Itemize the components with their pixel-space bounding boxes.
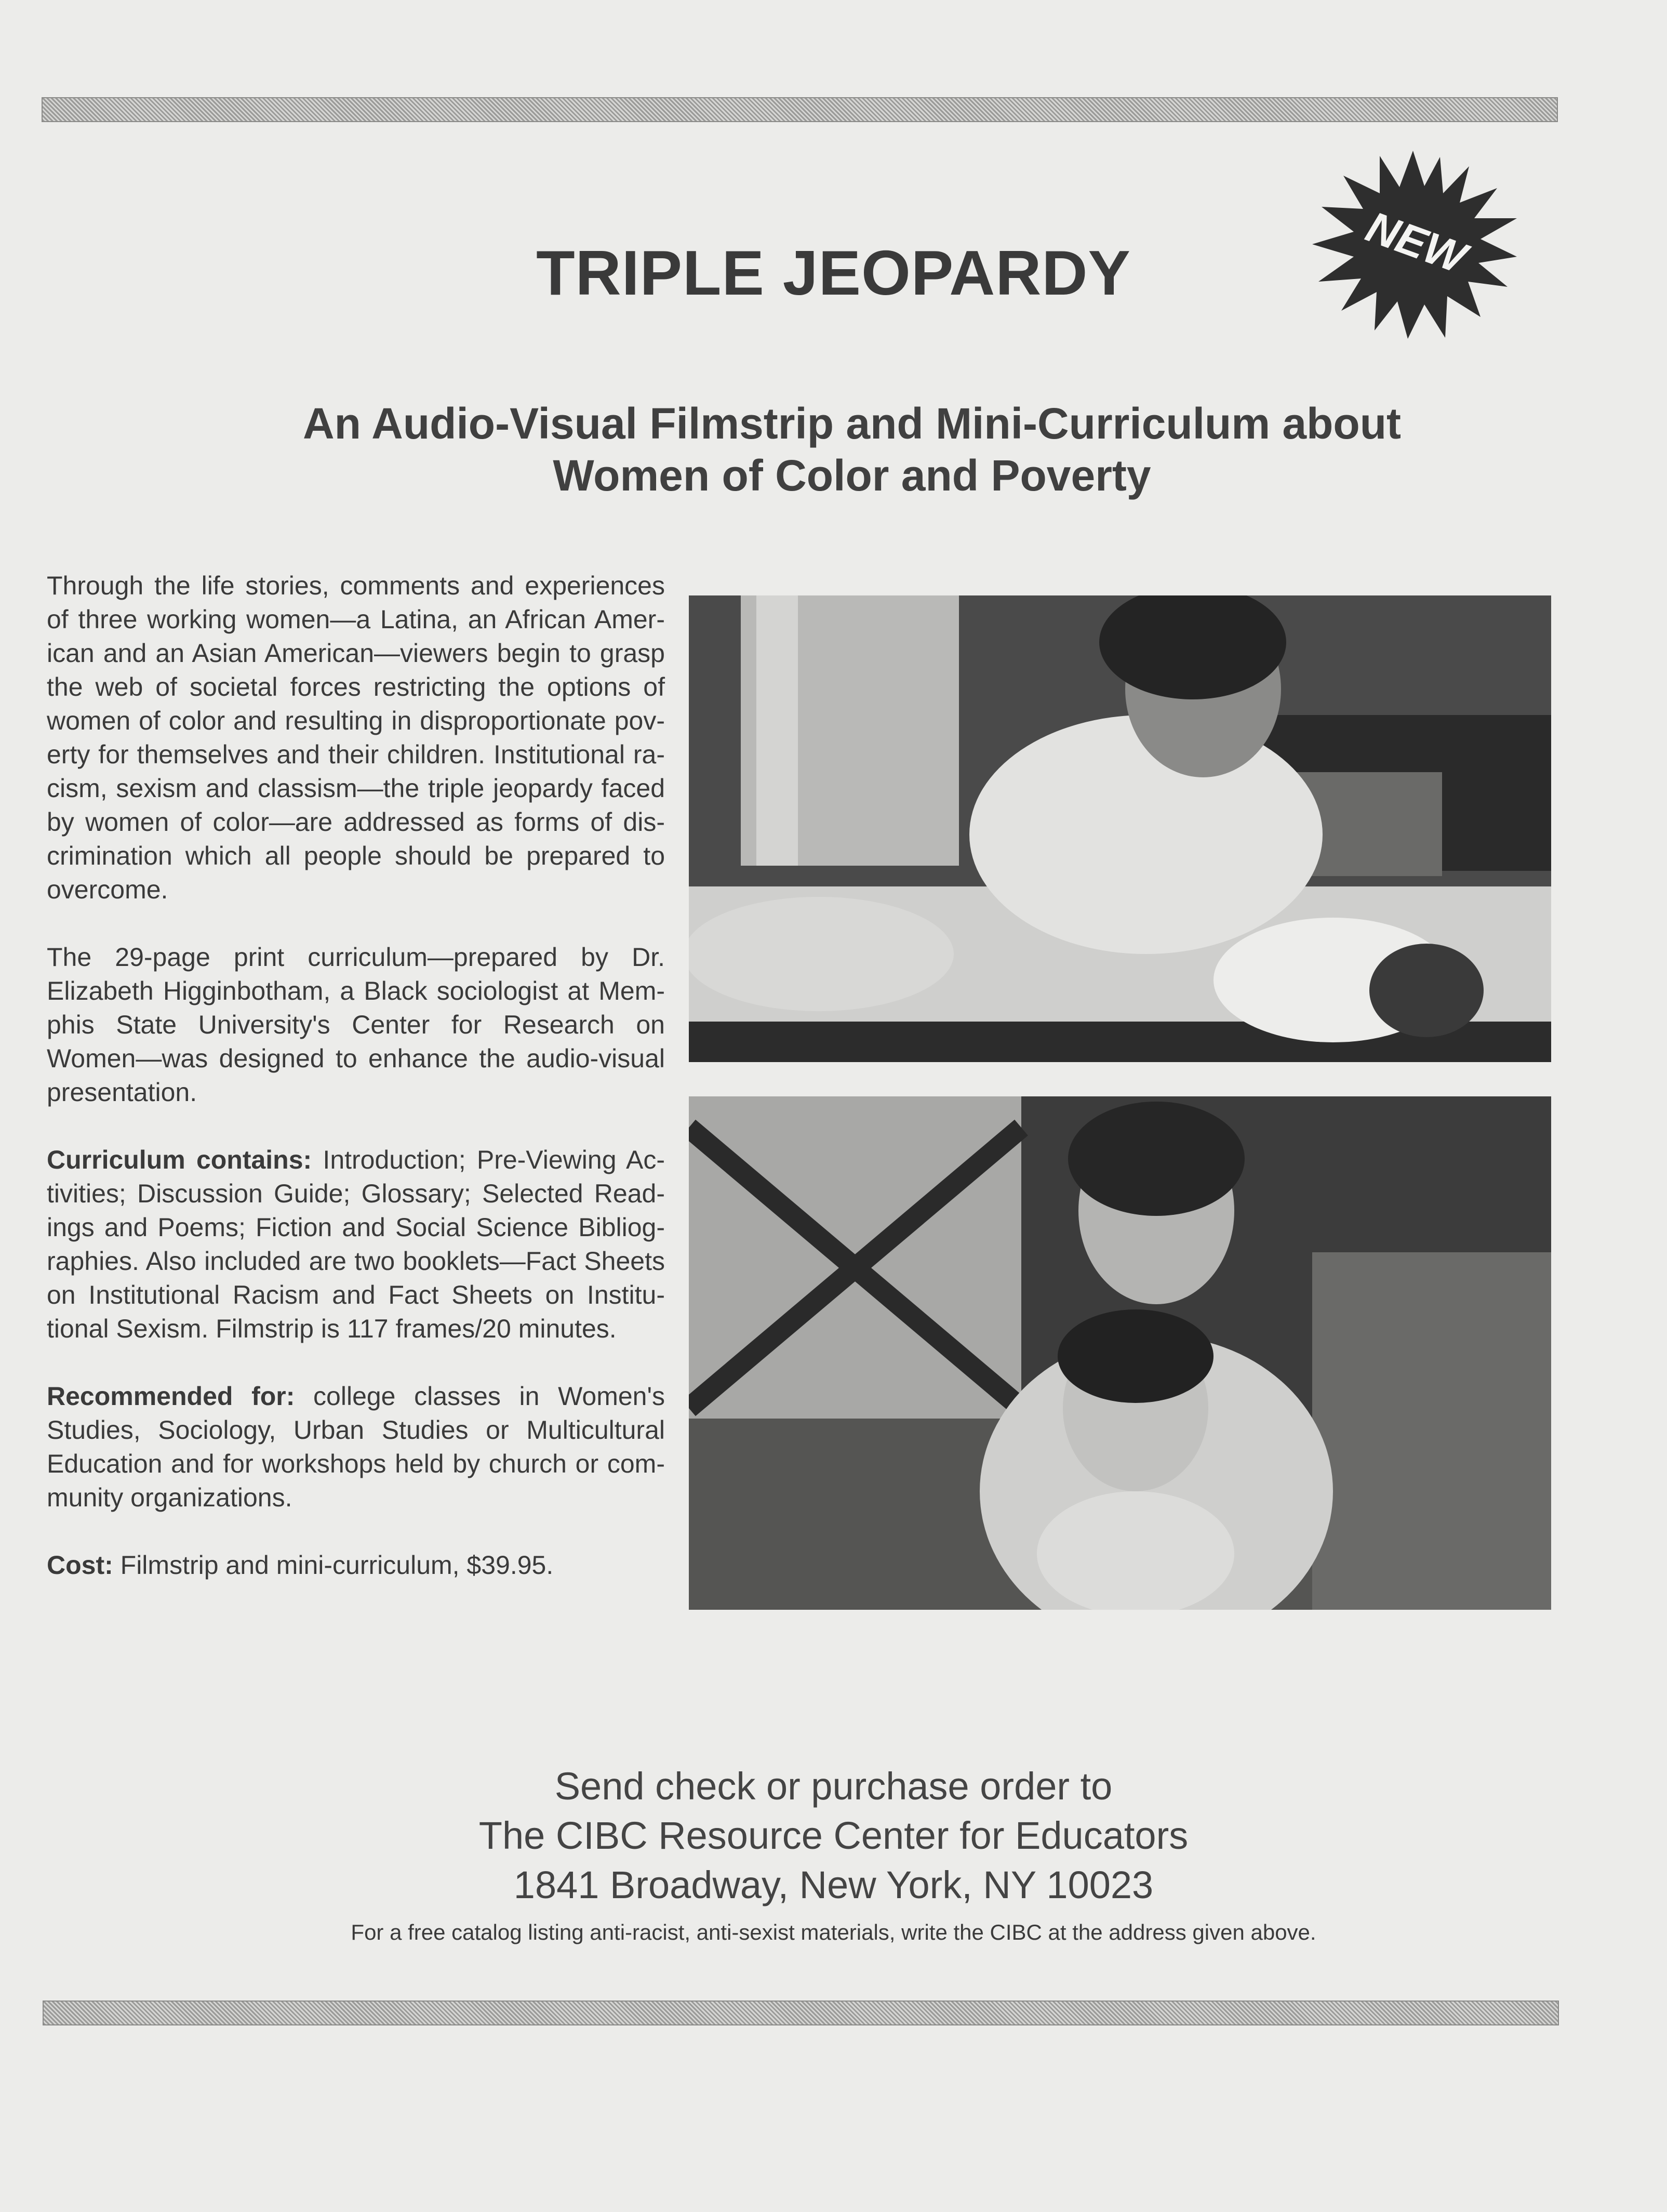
photo-mother-and-baby <box>689 595 1551 1062</box>
recommended-label: Recommended for: <box>47 1382 295 1411</box>
catalog-note: For a free catalog listing anti-racist, anti-sexist materials, write the CIBC at the address given above. <box>351 1920 1316 1944</box>
fence-right <box>1312 1252 1551 1610</box>
woman-legs <box>689 897 954 1011</box>
organization-name: The CIBC Resource Center for Educators <box>478 1814 1189 1857</box>
cost-label: Cost: <box>47 1551 113 1580</box>
woman-hair <box>1068 1102 1245 1216</box>
intro-paragraph: Through the life stories, comments and experiences of three working women—a Latina, an African American and an Asian American—viewers begin to grasp the web of societal forces restricting the options of women of color and resulting in disproportionate poverty for themselves and their children. Institutional racism, sexism and classism—the triple jeopardy faced by women of color—are addressed as forms of discrimination which all people should be prepared to overcome. <box>47 571 665 904</box>
order-instructions: Send check or purchase order to <box>554 1765 1113 1808</box>
photo-woman-and-child <box>689 1096 1551 1610</box>
woman-body <box>969 715 1323 954</box>
contents-text: Introduction; Pre-Viewing Activities; Discussion Guide; Glossary; Selected Readings and Poems; Fiction and Social Science Bibliographies. Also included are two booklets—Fact Sheets on Institutional Racism and Fact Sheets on Institutional Sexism. Filmstrip is 117 frames/20 minutes. <box>47 1145 665 1343</box>
contents-paragraph <box>47 1143 665 1346</box>
baby-head <box>1369 944 1484 1037</box>
door-panel <box>756 595 798 866</box>
cost-paragraph <box>47 1548 665 1582</box>
page-title: TRIPLE JEOPARDY <box>536 237 1131 308</box>
top-decorative-rule <box>42 97 1558 122</box>
curriculum-paragraph: The 29-page print curriculum—prepared by Dr. Elizabeth Higginbotham, a Black sociologist at Memphis State University's Center for Research on Women—was designed to enhance the audio-visual presentation. <box>47 943 665 1107</box>
recommended-text: college classes in Women's Studies, Sociology, Urban Studies or Multicultural Education and for workshops held by church or community organizations. <box>47 1382 665 1512</box>
cost-text: Filmstrip and mini-curriculum, $39.95. <box>113 1551 554 1580</box>
bottom-decorative-rule <box>43 2001 1559 2025</box>
subtitle-line-2: Women of Color and Poverty <box>553 451 1151 500</box>
contents-label: Curriculum contains: <box>47 1145 312 1174</box>
subtitle-line-1: An Audio-Visual Filmstrip and Mini-Curriculum about <box>302 399 1402 448</box>
badge-text: NEW <box>1360 202 1473 283</box>
recommended-paragraph <box>47 1380 665 1515</box>
page-subtitle <box>156 398 1548 501</box>
child-hair <box>1058 1309 1213 1403</box>
mailing-address: 1841 Broadway, New York, NY 10023 <box>513 1863 1154 1906</box>
description-column <box>47 569 665 1616</box>
